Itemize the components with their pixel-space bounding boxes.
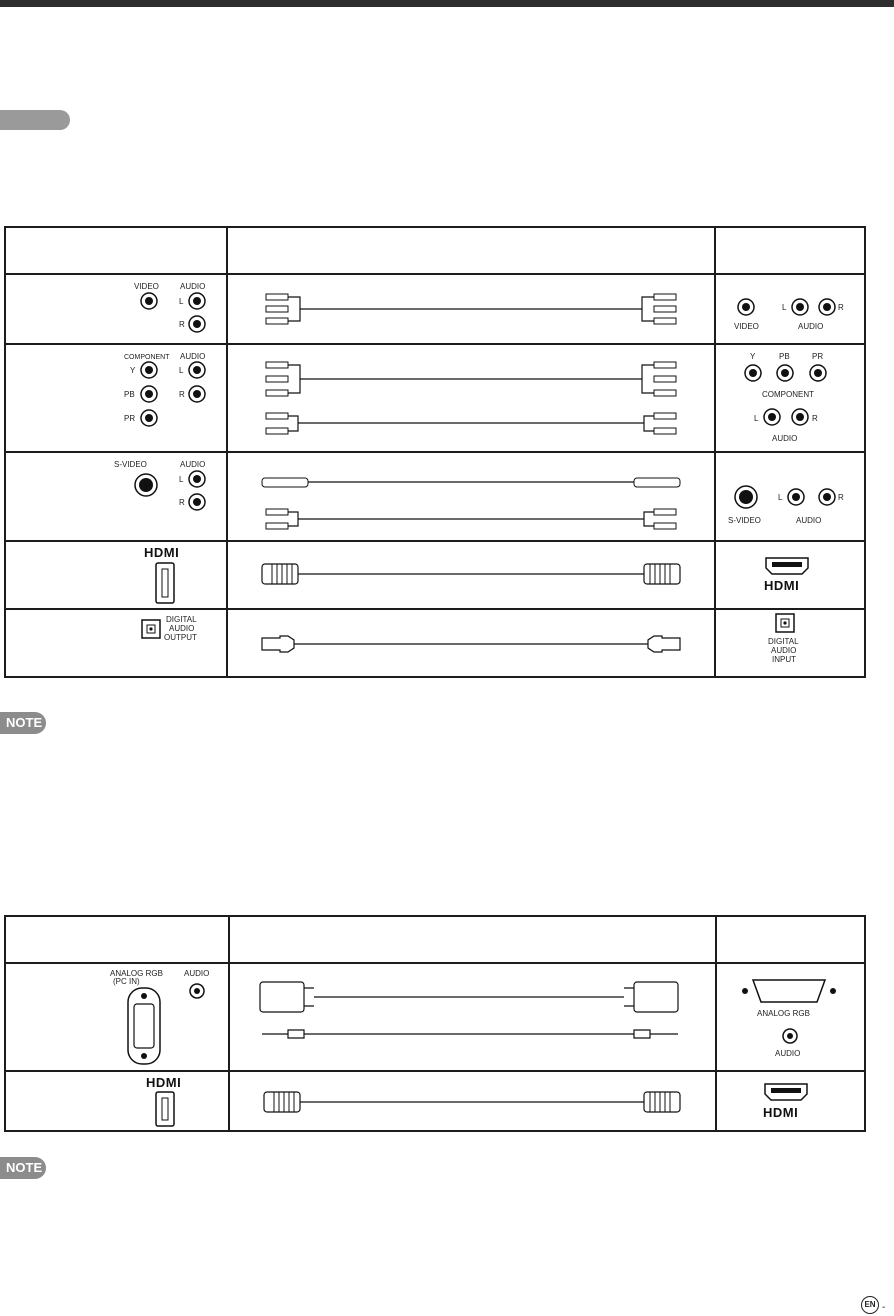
tv-terminal-cell (5, 1071, 229, 1131)
header-cable-cell (227, 227, 715, 274)
device-composite-jacks (716, 275, 864, 343)
hdmi-cable-icon (228, 542, 714, 608)
table-row-analog-rgb (5, 963, 865, 1071)
tv-terminal-cell (5, 344, 227, 452)
cable-cell (229, 1071, 716, 1131)
section-tab (0, 110, 70, 130)
audio-l-label: L (179, 366, 184, 375)
tv-optical-jack (6, 610, 226, 676)
header-tv-cell (5, 227, 227, 274)
device-optical-jack (716, 610, 864, 676)
component-audio-cable-icon (228, 345, 714, 451)
audio-label: AUDIO (184, 969, 210, 978)
tv-terminal-cell (5, 609, 227, 677)
device-terminal-cell (715, 274, 865, 344)
tv-terminal-cell (5, 963, 229, 1071)
device-l-label: L (782, 303, 787, 312)
analog-rgb-label: ANALOG RGB (110, 969, 163, 978)
device-digital-label: DIGITAL (768, 637, 799, 646)
audio-r-label: R (179, 320, 185, 329)
language-badge: EN (861, 1296, 879, 1314)
hdmi-cable-icon (230, 1072, 715, 1130)
composite-cable-icon (228, 275, 714, 343)
header-cable-cell (229, 916, 716, 963)
tv-hdmi-jack (6, 1072, 228, 1130)
device-audio-label: AUDIO (798, 322, 824, 331)
cable-cell (229, 963, 716, 1071)
table-header-row (5, 916, 865, 963)
hdmi-logo: HDMI (144, 545, 180, 560)
device-audio-label: AUDIO (771, 646, 797, 655)
tv-svideo-jacks (6, 453, 226, 540)
table-row-component (5, 344, 865, 452)
device-vga-audio-jacks (717, 964, 864, 1070)
table-header-row (5, 227, 865, 274)
note-badge: NOTE (0, 712, 46, 734)
pr-label: PR (124, 414, 136, 423)
device-audio-label: AUDIO (772, 434, 798, 443)
device-y-label: Y (750, 352, 756, 361)
device-r-label: R (838, 303, 844, 312)
cable-cell (227, 274, 715, 344)
y-label: Y (130, 366, 136, 375)
device-audio-label: AUDIO (775, 1049, 801, 1058)
header-device-cell (715, 227, 865, 274)
device-hdmi-logo: HDMI (763, 1105, 799, 1120)
connection-table-pc (4, 915, 866, 1132)
device-hdmi-jack (716, 542, 864, 608)
device-pr-label: PR (812, 352, 824, 361)
device-r-label: R (812, 414, 818, 423)
svideo-audio-cable-icon (228, 453, 714, 540)
table-row-hdmi (5, 541, 865, 609)
pb-label: PB (124, 390, 135, 399)
cable-cell (227, 452, 715, 541)
device-video-label: VIDEO (734, 322, 759, 331)
header-tv-cell (5, 916, 229, 963)
table-row-digital-audio (5, 609, 865, 677)
tv-terminal-cell (5, 452, 227, 541)
device-terminal-cell (715, 452, 865, 541)
cable-cell (227, 344, 715, 452)
digital-label: DIGITAL (166, 615, 197, 624)
audio-label: AUDIO (180, 352, 206, 361)
note-badge: NOTE (0, 1157, 46, 1179)
audio-l-label: L (179, 297, 184, 306)
device-l-label: L (778, 493, 783, 502)
audio-label: AUDIO (169, 624, 195, 633)
vga-audio-cable-icon (230, 964, 715, 1070)
device-component-jacks (716, 345, 864, 451)
tv-composite-jacks (6, 275, 226, 343)
header-device-cell (716, 916, 865, 963)
video-label: VIDEO (134, 282, 159, 291)
audio-r-label: R (179, 498, 185, 507)
table-row-hdmi (5, 1071, 865, 1131)
device-analog-rgb-label: ANALOG RGB (757, 1009, 810, 1018)
device-component-label: COMPONENT (762, 390, 814, 399)
connection-table-av (4, 226, 866, 678)
device-terminal-cell (715, 541, 865, 609)
device-terminal-cell (716, 1071, 865, 1131)
device-input-label: INPUT (772, 655, 796, 664)
table-row-svideo (5, 452, 865, 541)
device-terminal-cell (715, 344, 865, 452)
cable-cell (227, 609, 715, 677)
component-label: COMPONENT (124, 354, 170, 361)
device-svideo-jacks (716, 453, 864, 540)
hdmi-logo: HDMI (146, 1075, 182, 1090)
page-dash: - (882, 1302, 886, 1313)
svideo-label: S-VIDEO (114, 460, 147, 469)
pc-in-label: (PC IN) (113, 977, 140, 986)
output-label: OUTPUT (164, 633, 197, 642)
device-terminal-cell (715, 609, 865, 677)
audio-label: AUDIO (180, 460, 206, 469)
audio-label: AUDIO (180, 282, 206, 291)
cable-cell (227, 541, 715, 609)
top-rule (0, 0, 894, 7)
device-l-label: L (754, 414, 759, 423)
tv-hdmi-jack (6, 542, 226, 608)
device-svideo-label: S-VIDEO (728, 516, 761, 525)
tv-component-jacks (6, 345, 226, 451)
device-audio-label: AUDIO (796, 516, 822, 525)
optical-cable-icon (228, 610, 714, 676)
tv-terminal-cell (5, 541, 227, 609)
device-hdmi-jack (717, 1072, 864, 1130)
device-hdmi-logo: HDMI (764, 578, 800, 593)
tv-terminal-cell (5, 274, 227, 344)
audio-l-label: L (179, 475, 184, 484)
device-r-label: R (838, 493, 844, 502)
table-row-composite (5, 274, 865, 344)
device-terminal-cell (716, 963, 865, 1071)
device-pb-label: PB (779, 352, 790, 361)
audio-r-label: R (179, 390, 185, 399)
tv-vga-audio-jacks (6, 964, 228, 1070)
